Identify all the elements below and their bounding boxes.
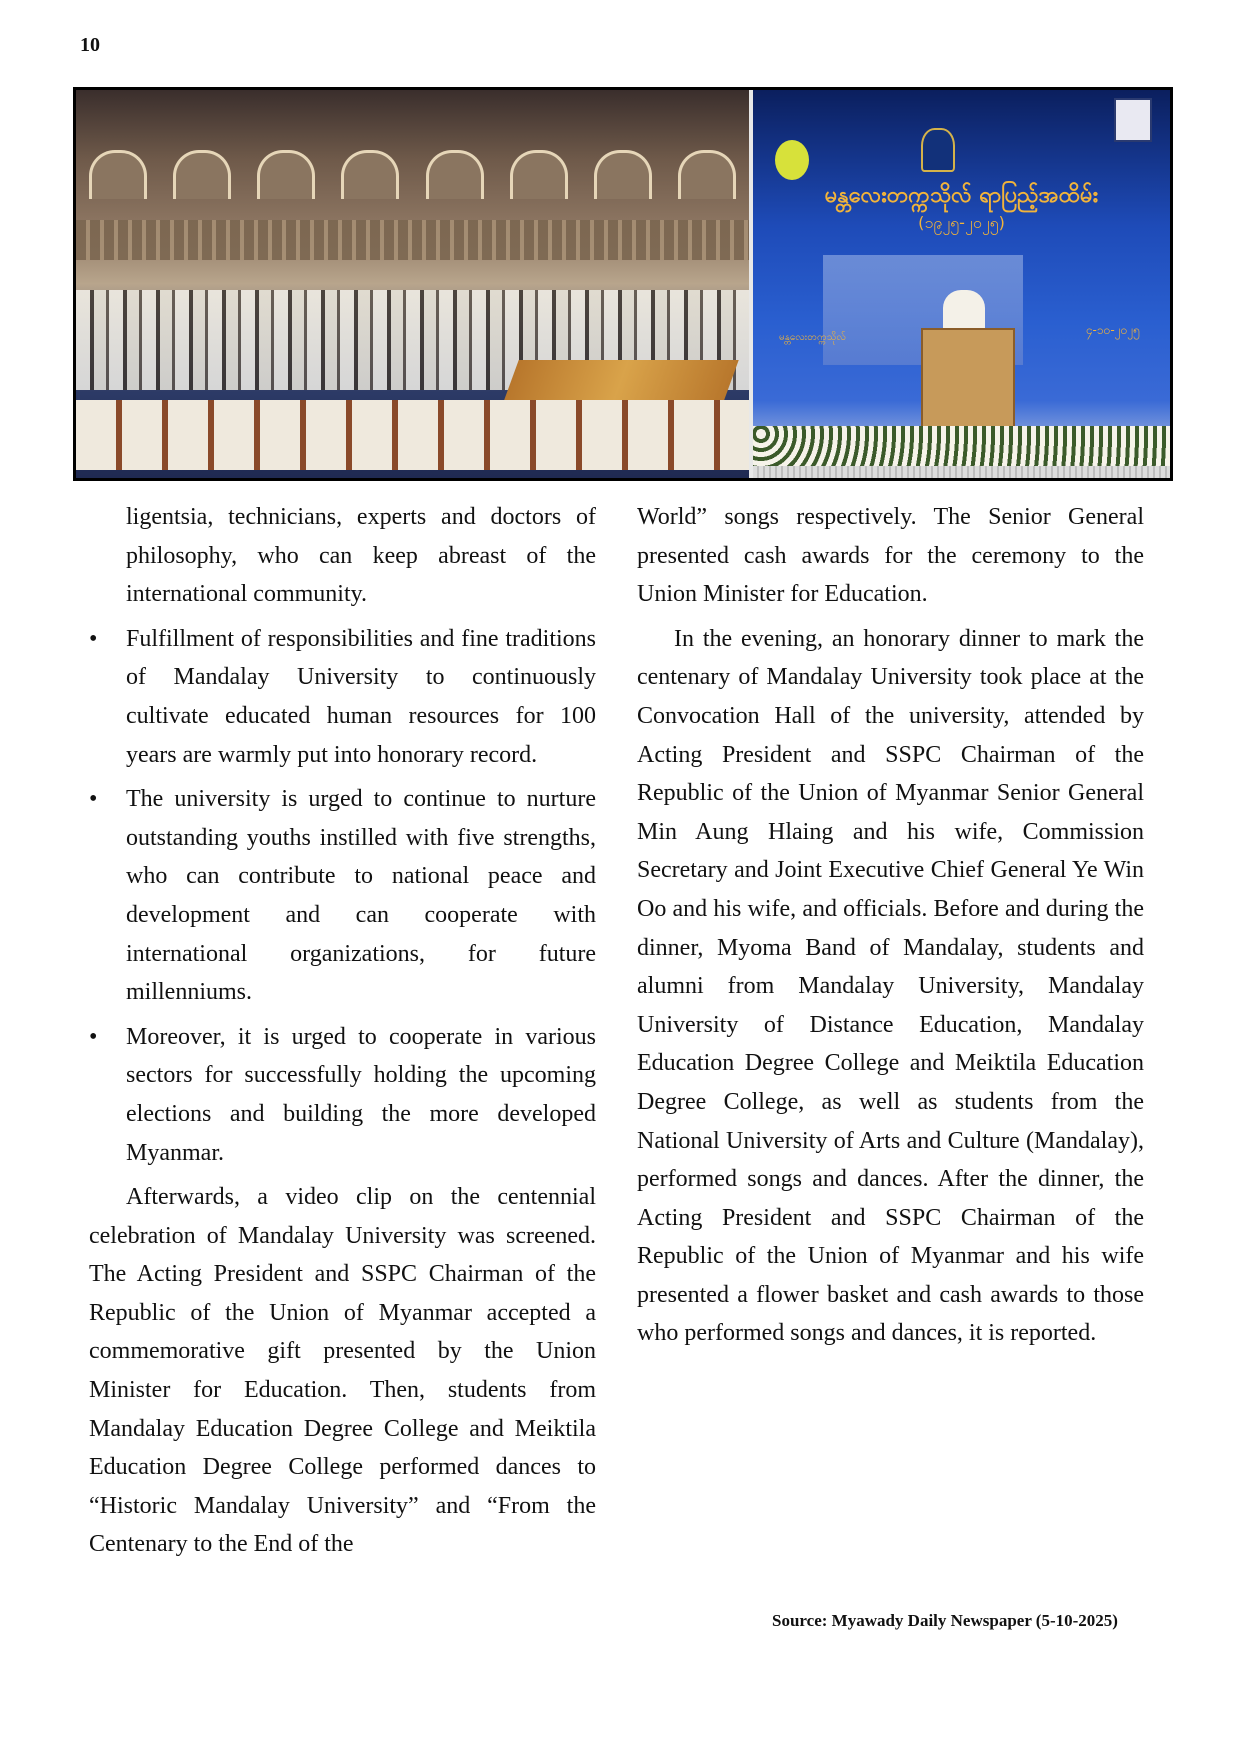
bullet-icon: • bbox=[89, 1023, 98, 1050]
university-crest-icon bbox=[921, 128, 955, 172]
hall-balcony bbox=[76, 220, 749, 260]
continuation-text: World” songs respectively. The Senior General presented cash awards for the ceremony to the Union Minister for Education. bbox=[637, 504, 1144, 608]
source-credit: Source: Myawady Daily Newspaper (5-10-2025) bbox=[772, 1611, 1118, 1630]
page-number: 10 bbox=[80, 34, 100, 56]
bullet-text: The university is urged to continue to nurture outstanding youths instilled with five strengths, who can contribute to national peace and development and can cooperate with international organizations, for future millenniums. bbox=[126, 786, 596, 1006]
bullet-text: Fulfillment of responsibilities and fine traditions of Mandalay University to continuously cultivate educated human resources for 100 years are warmly put into honorary record. bbox=[126, 625, 596, 768]
podium bbox=[921, 328, 1015, 432]
hall-arches bbox=[76, 150, 749, 210]
screen-title: မန္တလေးတက္ကသိုလ် ရာပြည့်အထိမ်း bbox=[824, 183, 1099, 208]
bullet-item bbox=[89, 780, 596, 1012]
bullet-item bbox=[89, 1018, 596, 1172]
stage-flowers bbox=[753, 426, 1170, 466]
front-row-seats bbox=[76, 400, 749, 470]
bullet-icon: • bbox=[89, 625, 98, 652]
photo-speaker-podium bbox=[753, 90, 1170, 478]
bullet-text: Moreover, it is urged to cooperate in various sectors for successfully holding the upcoming elections and building the more developed Myanmar. bbox=[126, 1023, 596, 1166]
stage-skirt bbox=[753, 466, 1170, 478]
bullet-icon: • bbox=[89, 786, 98, 813]
continuation-text: ligentsia, technicians, experts and doctors of philosophy, who can keep abreast of the international community. bbox=[126, 504, 596, 608]
bullet-item bbox=[89, 620, 596, 774]
screen-caption-date: ၄-၁၀-၂၀၂၅ bbox=[1085, 323, 1140, 337]
emblem-left-icon bbox=[775, 140, 809, 180]
emblem-right-icon bbox=[1114, 98, 1152, 142]
photo-strip bbox=[73, 87, 1173, 481]
right-column bbox=[637, 498, 1144, 1353]
body-paragraph: In the evening, an honorary dinner to mark the centenary of Mandalay University took place at the Convocation Hall of the university, attended by Acting President and SSPC Chairman of the Republic of the Union of Myanmar Senior General Min Aung Hlaing and his wife, Commission Secretary and Joint Executive Chief General Ye Win Oo and his wife, and officials. Before and during the dinner, Myoma Band of Mandalay, students and alumni from Mandalay University, Mandalay University of Distance Education, Mandalay Education Degree College and Meiktila Education Degree College, as well as students from the National University of Arts and Culture (Mandalay), performed songs and dances. After the dinner, the Acting President and SSPC Chairman of the Republic of the Union of Myanmar and his wife presented a flower basket and cash awards to those who performed songs and dances, it is reported. bbox=[637, 625, 1144, 1347]
body-paragraph: Afterwards, a video clip on the centennial celebration of Mandalay University was screened. The Acting President and SSPC Chairman of the Republic of the Union of Myanmar accepted a commemorative gift presented by the Union Minister for Education. Then, students from Mandalay Education Degree College and Meiktila Education Degree College performed dances to “Historic Mandalay University” and “From the Centenary to the End of the bbox=[89, 1184, 596, 1558]
photo-audience-hall bbox=[76, 90, 749, 478]
left-column bbox=[89, 498, 596, 1564]
screen-caption-left: မန္တလေးတက္ကသိုလ် bbox=[779, 332, 846, 343]
screen-years: (၁၉၂၅-၂၀၂၅) bbox=[918, 213, 1005, 232]
